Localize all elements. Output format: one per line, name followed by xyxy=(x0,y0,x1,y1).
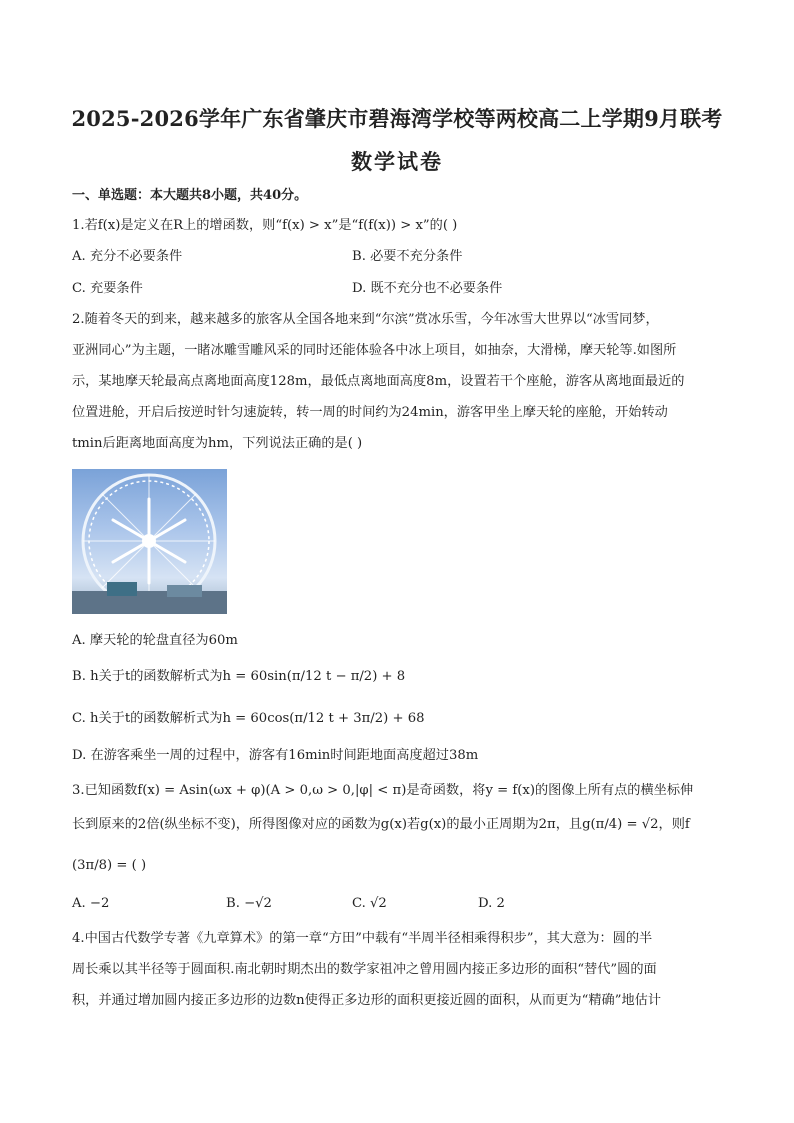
q1-option-d: D. 既不充分也不必要条件 xyxy=(352,281,503,296)
ferris-wheel-photo xyxy=(72,469,227,614)
q2-line-3: 示，某地摩天轮最高点离地面高度128m，最低点离地面高度8m，设置若干个座舱，游客从离地面最近的 xyxy=(72,374,685,389)
q4-line-2: 周长乘以其半径等于圆面积.南北朝时期杰出的数学家祖冲之曾用圆内接正多边形的面积“替代”圆的面 xyxy=(72,962,657,977)
exam-subtitle: 数学试卷 xyxy=(351,149,443,174)
q1-option-b: B. 必要不充分条件 xyxy=(352,249,463,264)
section-heading: 一、单选题：本大题共8小题，共40分。 xyxy=(72,188,308,203)
q2-line-2: 亚洲同心”为主题，一睹冰雕雪雕风采的同时还能体验各中冰上项目，如抽奈，大滑梯，摩天轮等.如图所 xyxy=(72,343,677,358)
q2-line-4: 位置进舱，开启后按逆时针匀速旋转，转一周的时间约为24min，游客甲坐上摩天轮的座舱，开始转动 xyxy=(72,405,668,420)
q3-option-c: C. √2 xyxy=(352,896,387,911)
q3-option-d: D. 2 xyxy=(478,896,505,911)
q2-line-5: tmin后距离地面高度为hm，下列说法正确的是( ) xyxy=(72,436,363,451)
q2-option-d: D. 在游客乘坐一周的过程中，游客有16min时间距地面高度超过38m xyxy=(72,748,479,763)
q3-line-1: 3.已知函数f(x) = Asin(ωx + φ)(A > 0,ω > 0,|φ| < π)是奇函数，将y = f(x)的图像上所有点的横坐标伸 xyxy=(72,783,694,798)
exam-title: 2025-2026学年广东省肇庆市碧海湾学校等两校高二上学期9月联考 xyxy=(71,106,723,131)
q2-option-a: A. 摩天轮的轮盘直径为60m xyxy=(72,633,238,648)
q3-option-b: B. −√2 xyxy=(226,896,272,911)
q3-line-2: 长到原来的2倍(纵坐标不变)，所得图像对应的函数为g(x)若g(x)的最小正周期为2π，且g(π/4) = √2，则f xyxy=(72,817,690,832)
q4-line-1: 4.中国古代数学专著《九章算术》的第一章“方田”中载有“半周半径相乘得积步”，其大意为：圆的半 xyxy=(72,931,653,946)
q2-line-1: 2.随着冬天的到来，越来越多的旅客从全国各地来到“尔滨”赏冰乐雪，今年冰雪大世界以“冰雪同梦， xyxy=(72,312,659,327)
q1-option-c: C. 充要条件 xyxy=(72,281,143,296)
q2-option-b: B. h关于t的函数解析式为h = 60sin(π/12 t − π/2) + 8 xyxy=(72,669,406,684)
q3-option-a: A. −2 xyxy=(72,896,110,911)
q3-line-3: (3π/8) = ( ) xyxy=(72,858,147,873)
q2-option-c: C. h关于t的函数解析式为h = 60cos(π/12 t + 3π/2) + 68 xyxy=(72,711,425,726)
q1-stem: 1.若f(x)是定义在R上的增函数，则“f(x) > x”是“f(f(x)) > x”的( ) xyxy=(72,218,458,233)
q4-line-3: 积，并通过增加圆内接正多边形的边数n使得正多边形的面积更接近圆的面积，从而更为“精确”地估计 xyxy=(72,993,662,1008)
q1-option-a: A. 充分不必要条件 xyxy=(72,249,183,264)
